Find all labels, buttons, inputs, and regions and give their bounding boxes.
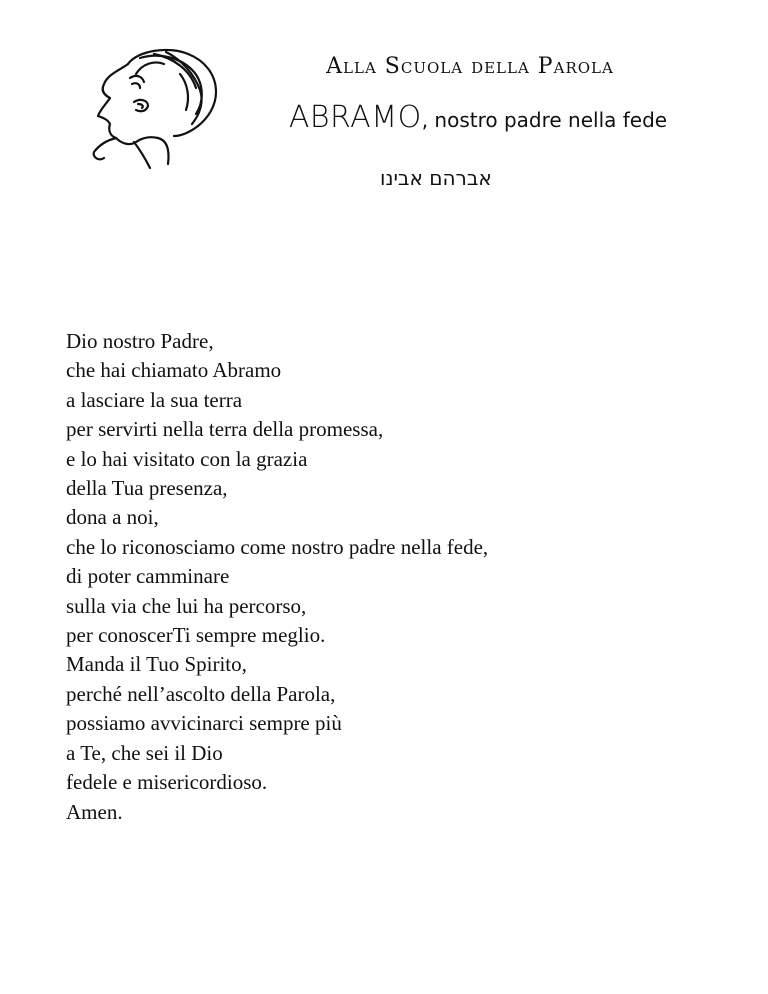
prayer-line: che lo riconosciamo come nostro padre nella fede, [66, 534, 489, 559]
prayer-line: di poter camminare [66, 564, 230, 589]
prayer-line: Manda il Tuo Spirito, [66, 652, 247, 677]
prayer-line: fedele e misericordioso. [66, 770, 268, 795]
prayer-line: a lasciare la sua terra [66, 387, 243, 412]
title-name: ABRAMO [288, 100, 422, 135]
prayer-line: perché nell’ascolto della Parola, [66, 681, 336, 706]
prayer-text [66, 327, 706, 827]
prayer-line: che hai chiamato Abramo [66, 358, 282, 383]
prayer-line: a Te, che sei il Dio [66, 740, 223, 765]
series-title: Alla Scuola della Parola [326, 54, 614, 79]
prayer-line: della Tua presenza, [66, 476, 228, 501]
page-title [258, 100, 698, 135]
prayer-line: dona a noi, [66, 505, 159, 530]
prayer-line: possiamo avvicinarci sempre più [66, 711, 342, 736]
abraham-face-line-drawing-icon [70, 44, 240, 169]
hebrew-title: אברהם אבינו [380, 166, 492, 190]
prayer-line: Dio nostro Padre, [66, 329, 214, 353]
prayer-line: sulla via che lui ha percorso, [66, 593, 307, 618]
prayer-line: per servirti nella terra della promessa, [66, 417, 384, 442]
prayer-line: Amen. [66, 799, 123, 824]
prayer-line: per conoscerTi sempre meglio. [66, 623, 326, 648]
title-subtitle: , nostro padre nella fede [421, 108, 668, 132]
prayer-line: e lo hai visitato con la grazia [66, 446, 308, 471]
